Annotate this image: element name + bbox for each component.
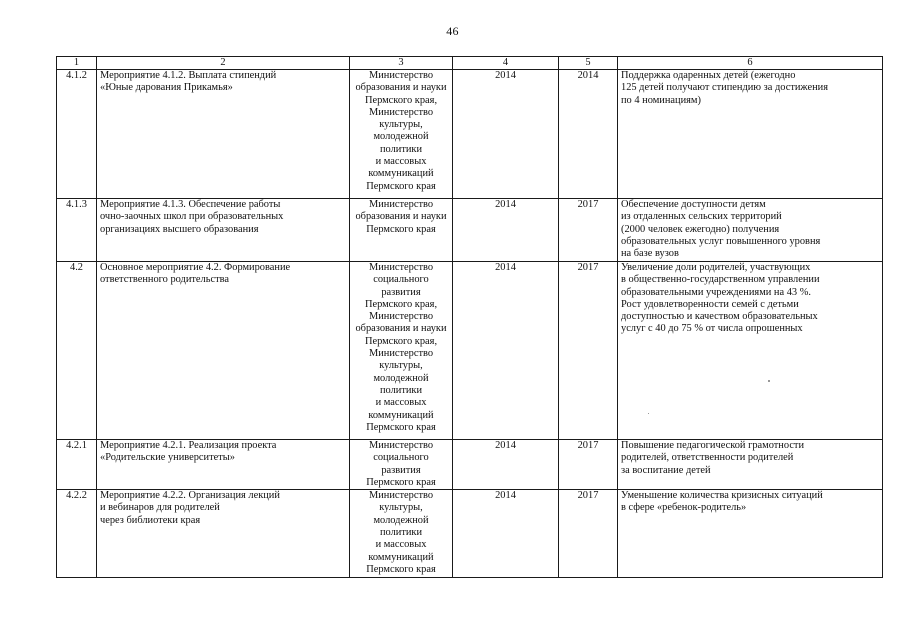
executor-name: Министерство культуры, молодежной политики и массовых коммуникаций Пермского края: [366, 490, 436, 575]
result-cell: [618, 70, 883, 199]
activity-cell: [97, 440, 350, 490]
activity-name: Мероприятие 4.1.3. Обеспечение работы очно-заочных школ при образовательных организациях высшего образования: [100, 199, 284, 235]
row-number: 4.1.2: [66, 70, 87, 81]
executor-name: Министерство образования и науки Пермского края, Министерство культуры, молодежной политики и массовых коммуникаций Пермского края: [355, 70, 447, 192]
executor-cell: [350, 440, 453, 490]
activity-cell: [97, 199, 350, 262]
end-year-cell: [559, 440, 618, 490]
column-header-4: 4: [453, 57, 559, 70]
executor-name: Министерство социального развития Пермского края, Министерство образования и науки Пермского края, Министерство культуры, молодежной политики и массовых коммуникаций Пермского края: [355, 262, 447, 433]
start-year-cell: [453, 262, 559, 440]
result-cell: [618, 262, 883, 440]
column-header-6: 6: [618, 57, 883, 70]
activity-name: Мероприятие 4.1.2. Выплата стипендий «Юные дарования Прикамья»: [100, 70, 277, 94]
row-number-cell: [57, 199, 97, 262]
scan-speck: [648, 413, 649, 414]
executor-name: Министерство образования и науки Пермского края: [355, 199, 447, 235]
end-year: 2017: [577, 262, 599, 273]
executor-cell: [350, 70, 453, 199]
table-row: [57, 490, 883, 578]
page-number: 46: [446, 24, 459, 38]
expected-result: Уменьшение количества кризисных ситуаций в сфере «ребенок-родитель»: [621, 490, 823, 514]
activity-cell: [97, 70, 350, 199]
activity-cell: [97, 262, 350, 440]
start-year: 2014: [495, 262, 516, 273]
column-header-5: 5: [559, 57, 618, 70]
row-number: 4.2.1: [66, 440, 87, 451]
end-year: 2017: [577, 199, 599, 210]
row-number: 4.2.2: [66, 490, 87, 502]
activity-name: Мероприятие 4.2.1. Реализация проекта «Родительские университеты»: [100, 440, 277, 464]
result-cell: [618, 199, 883, 262]
start-year: 2014: [495, 199, 516, 210]
end-year-cell: [559, 490, 618, 578]
activity-name: Основное мероприятие 4.2. Формирование ответственного родительства: [100, 262, 291, 286]
row-number-cell: [57, 440, 97, 490]
executor-cell: [350, 490, 453, 578]
table-row: [57, 262, 883, 440]
scan-speck: [768, 380, 770, 382]
result-cell: [618, 440, 883, 490]
end-year: 2017: [577, 490, 599, 502]
row-number-cell: [57, 70, 97, 199]
table-row: [57, 199, 883, 262]
start-year-cell: [453, 70, 559, 199]
end-year: 2014: [577, 70, 599, 81]
executor-name: Министерство социального развития Пермского края: [366, 440, 436, 488]
expected-result: Повышение педагогической грамотности родителей, ответственности родителей за воспитание детей: [621, 440, 805, 476]
row-number: 4.1.3: [66, 199, 87, 210]
column-header-1: 1: [57, 57, 97, 70]
start-year: 2014: [495, 440, 516, 451]
start-year-cell: [453, 199, 559, 262]
expected-result: Обеспечение доступности детям из отдаленных сельских территорий (2000 человек ежегодно) получения образовательных услуг повышенного уровня на базе вузов: [621, 199, 821, 260]
executor-cell: [350, 199, 453, 262]
column-number-row: [57, 57, 883, 70]
program-activities-table-container: [56, 56, 882, 578]
executor-cell: [350, 262, 453, 440]
result-cell: [618, 490, 883, 578]
expected-result: Поддержка одаренных детей (ежегодно 125 детей получают стипендию за достижения по 4 номинациям): [621, 70, 828, 106]
start-year: 2014: [495, 70, 516, 81]
activity-name: Мероприятие 4.2.2. Организация лекций и вебинаров для родителей через библиотеки края: [100, 490, 280, 526]
start-year: 2014: [495, 490, 516, 502]
start-year-cell: [453, 440, 559, 490]
row-number-cell: [57, 490, 97, 578]
start-year-cell: [453, 490, 559, 578]
program-activities-table: [56, 56, 883, 578]
end-year-cell: [559, 199, 618, 262]
end-year-cell: [559, 70, 618, 199]
row-number: 4.2: [70, 262, 83, 273]
end-year: 2017: [577, 440, 599, 451]
table-row: [57, 70, 883, 199]
table-row: [57, 440, 883, 490]
column-header-3: 3: [350, 57, 453, 70]
expected-result: Увеличение доли родителей, участвующих в общественно-государственном управлении образовательными учреждениями на 43 %. Рост удовлетворенности семей с детьми доступностью и качеством образовательных услуг с 40 до 75 % от числа опрошенных: [621, 262, 820, 335]
column-header-2: 2: [97, 57, 350, 70]
activity-cell: [97, 490, 350, 578]
row-number-cell: [57, 262, 97, 440]
end-year-cell: [559, 262, 618, 440]
